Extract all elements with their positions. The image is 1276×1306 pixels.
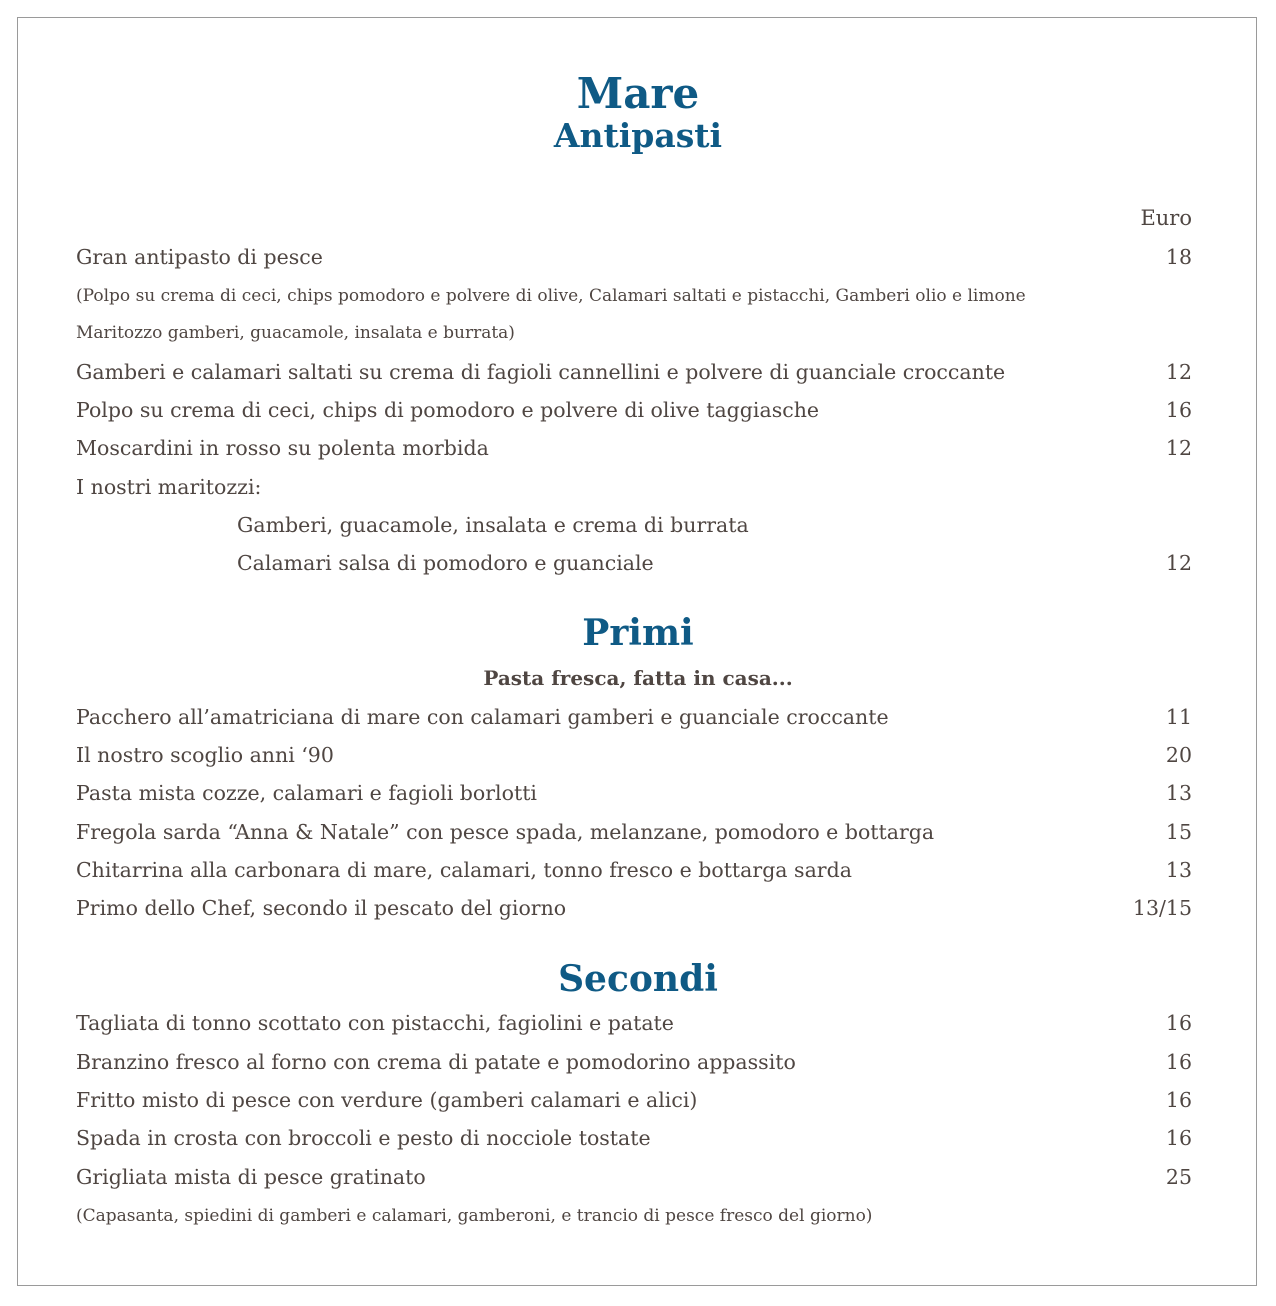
- menu-item: [76, 433, 1192, 463]
- item-name: Gran antipasto di pesce: [76, 245, 323, 269]
- item-price: 15: [1165, 820, 1192, 844]
- item-name: Gamberi e calamari saltati su crema di fagioli cannellini e polvere di guanciale croccante: [76, 360, 1006, 384]
- item-price: 12: [1165, 551, 1192, 575]
- item-name: Fritto misto di pesce con verdure (gamberi calamari e alici): [76, 1088, 698, 1112]
- item-price: 13: [1165, 858, 1192, 882]
- item-note: (Capasanta, spiedini di gamberi e calamari, gamberoni, e trancio di pesce fresco del giorno): [76, 1206, 873, 1226]
- item-price: 16: [1165, 1126, 1192, 1150]
- menu-item: [76, 1008, 1192, 1038]
- item-name: I nostri maritozzi:: [76, 475, 262, 499]
- item-price: 18: [1165, 245, 1192, 269]
- item-name: Spada in crosta con broccoli e pesto di nocciole tostate: [76, 1126, 651, 1150]
- menu-item: [76, 855, 1192, 885]
- item-note: Maritozzo gamberi, guacamole, insalata e burrata): [76, 323, 515, 343]
- item-name: Moscardini in rosso su polenta morbida: [76, 436, 489, 460]
- menu-item: [76, 357, 1192, 387]
- item-name: Fregola sarda “Anna & Natale” con pesce spada, melanzane, pomodoro e bottarga: [76, 820, 935, 844]
- item-name: Tagliata di tonno scottato con pistacchi, fagiolini e patate: [76, 1011, 674, 1035]
- item-name: Primo dello Chef, secondo il pescato del giorno: [76, 896, 567, 920]
- item-price: 11: [1165, 705, 1192, 729]
- menu-item: [76, 1162, 1192, 1192]
- item-name: Polpo su crema di ceci, chips di pomodoro e polvere di olive taggiasche: [76, 398, 820, 422]
- item-price: 16: [1165, 1088, 1192, 1112]
- primi-heading: Primi: [582, 612, 694, 654]
- item-price: 20: [1165, 743, 1192, 767]
- item-price: 25: [1165, 1165, 1192, 1189]
- item-name: Pacchero all’amatriciana di mare con calamari gamberi e guanciale croccante: [76, 705, 889, 729]
- item-name: Grigliata mista di pesce gratinato: [76, 1165, 426, 1189]
- menu-item: [76, 893, 1192, 923]
- item-name: Pasta mista cozze, calamari e fagioli borlotti: [76, 781, 537, 805]
- item-note: (Polpo su crema di ceci, chips pomodoro e polvere di olive, Calamari saltati e pistacchi, Gamberi olio e limone: [76, 286, 1026, 306]
- item-name: Gamberi, guacamole, insalata e crema di burrata: [237, 513, 749, 537]
- item-name: Calamari salsa di pomodoro e guanciale: [237, 551, 654, 575]
- item-name: Il nostro scoglio anni ‘90: [76, 743, 334, 767]
- currency-label: Euro: [1140, 206, 1192, 230]
- item-price: 16: [1165, 1011, 1192, 1035]
- menu-item: [76, 472, 1192, 502]
- menu-item: [76, 740, 1192, 770]
- antipasti-heading: Antipasti: [553, 116, 723, 155]
- menu-item: [76, 395, 1192, 425]
- menu-subitem: [76, 548, 1192, 578]
- menu-title: Mare: [576, 69, 700, 118]
- menu-item: [76, 1123, 1192, 1153]
- item-name: Branzino fresco al forno con crema di patate e pomodorino appassito: [76, 1050, 796, 1074]
- secondi-heading: Secondi: [558, 958, 718, 1000]
- menu-subitem: [76, 510, 1192, 540]
- menu-item: [76, 702, 1192, 732]
- item-price: 12: [1165, 436, 1192, 460]
- item-price: 13: [1165, 781, 1192, 805]
- menu-item: [76, 1085, 1192, 1115]
- item-price: 13/15: [1132, 896, 1192, 920]
- menu-item: [76, 242, 1192, 272]
- item-name: Chitarrina alla carbonara di mare, calamari, tonno fresco e bottarga sarda: [76, 858, 852, 882]
- menu-item: [76, 1047, 1192, 1077]
- item-price: 12: [1165, 360, 1192, 384]
- item-price: 16: [1165, 1050, 1192, 1074]
- menu-item: [76, 817, 1192, 847]
- menu-item: [76, 778, 1192, 808]
- primi-subheading: Pasta fresca, fatta in casa...: [483, 666, 793, 690]
- item-price: 16: [1165, 398, 1192, 422]
